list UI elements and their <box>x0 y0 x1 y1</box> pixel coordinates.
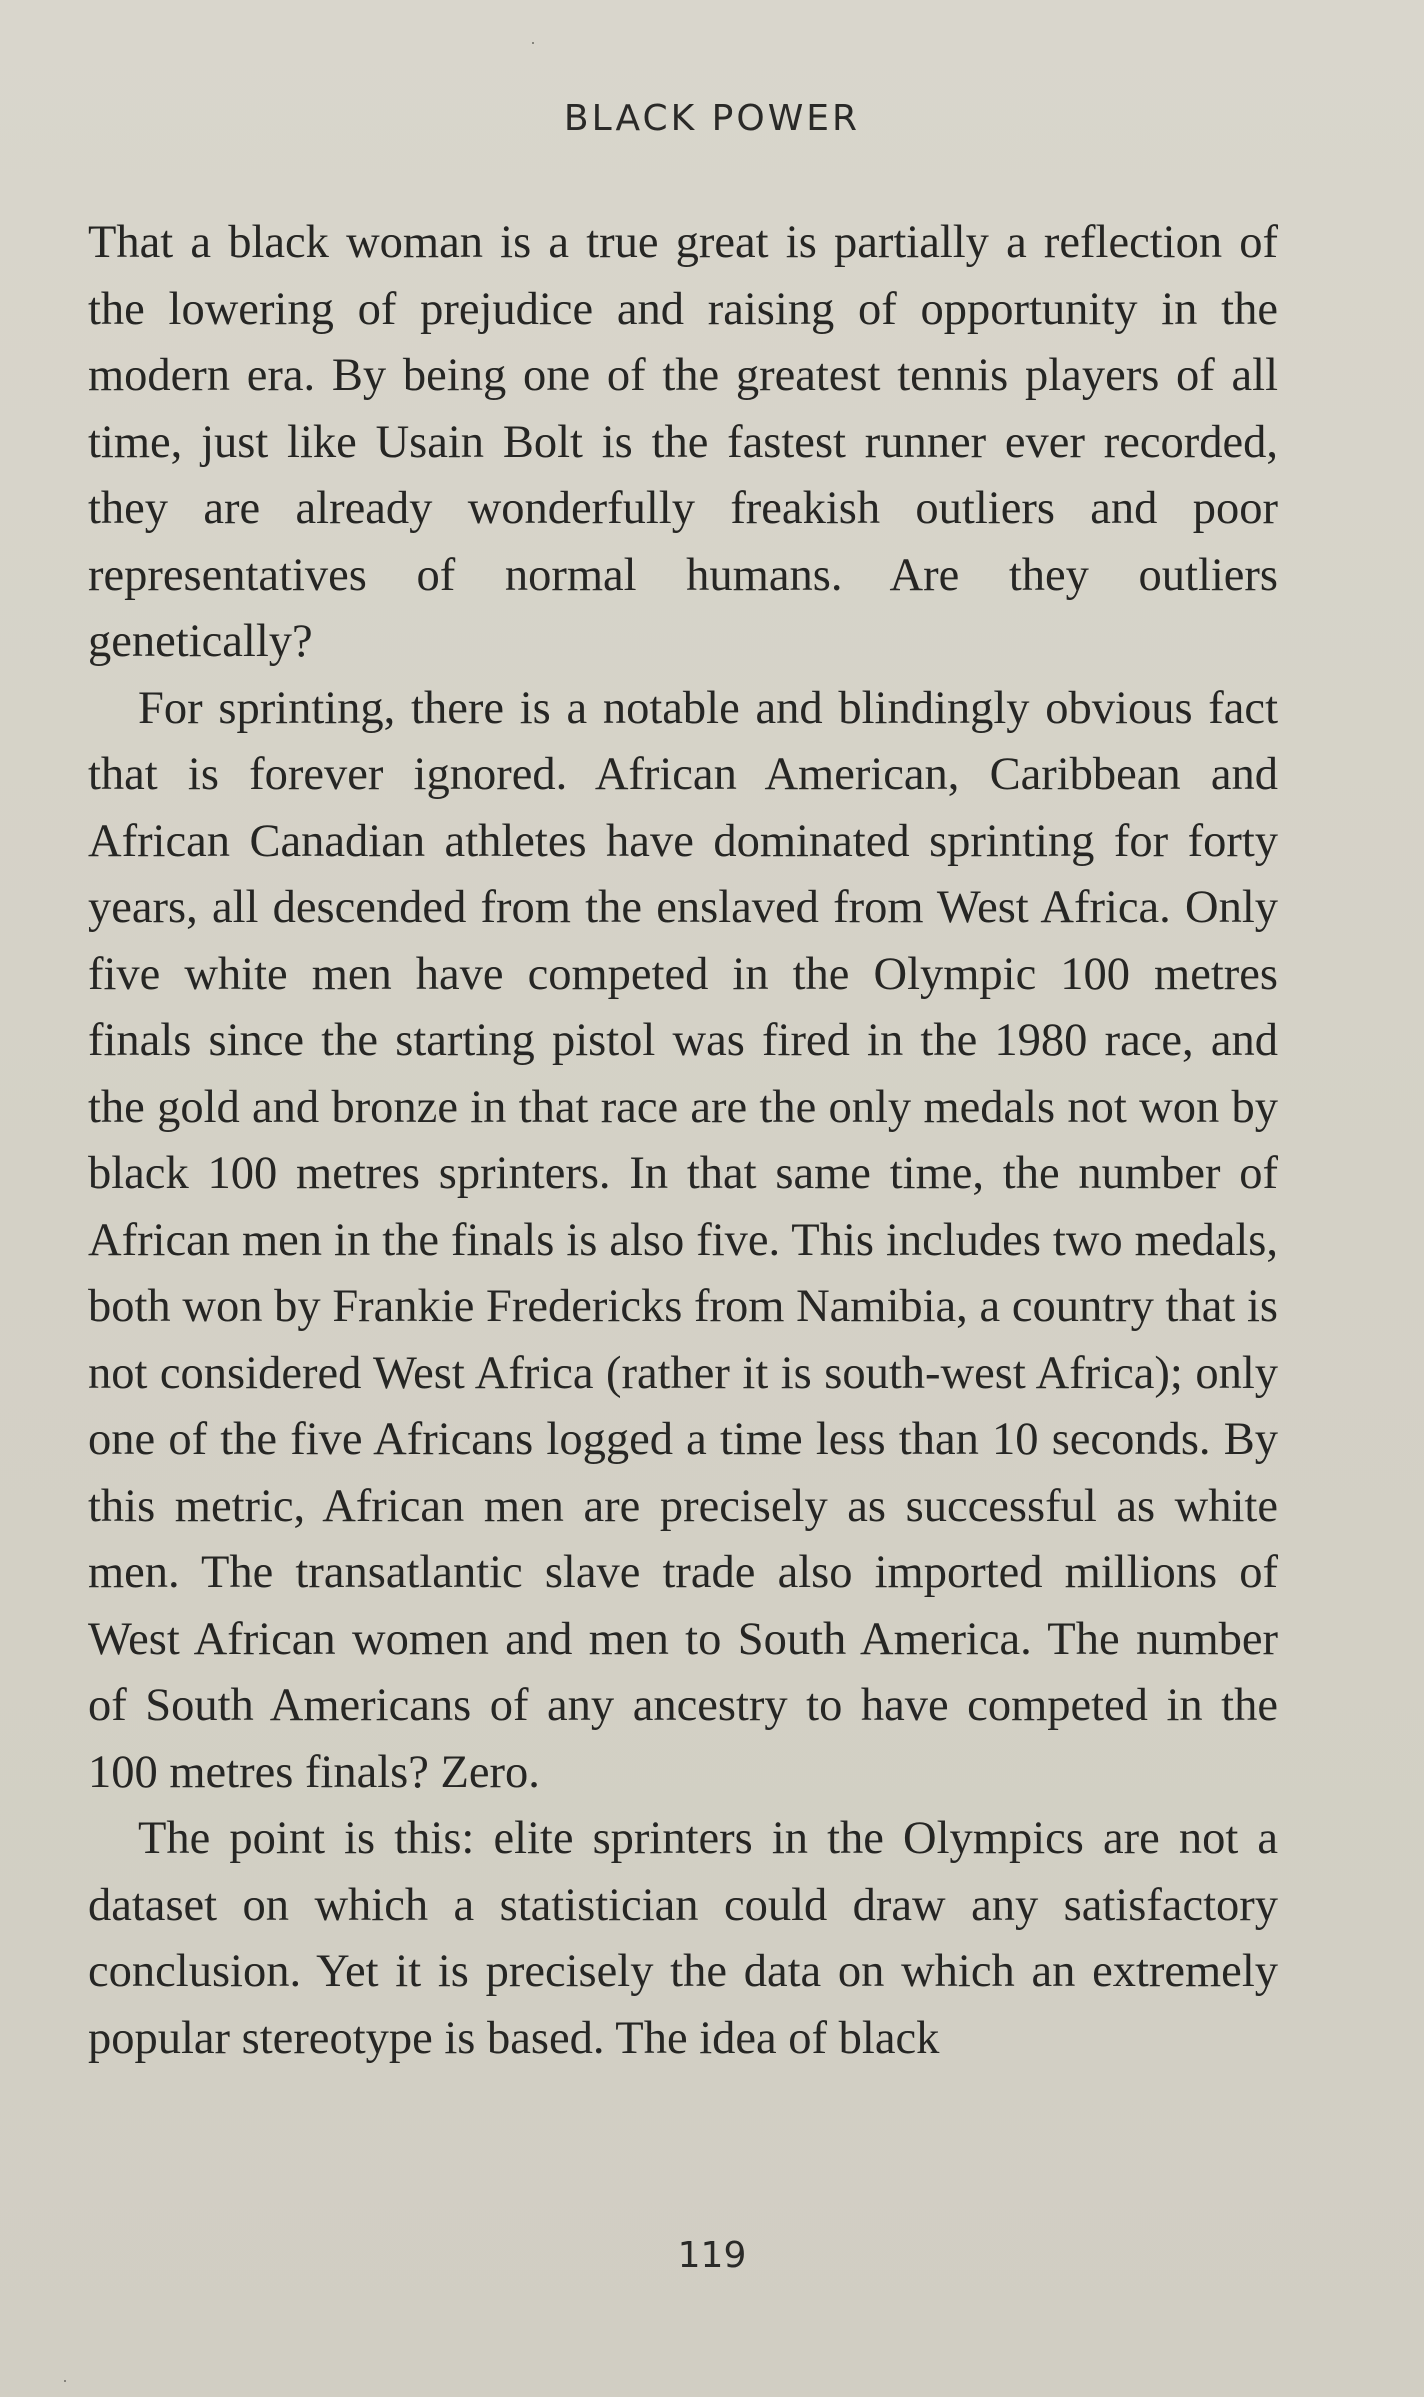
paper-speck <box>64 2380 66 2382</box>
paragraph: The point is this: elite sprinters in the Olympics are not a dataset on which a statistician could draw any satisfactory conclusion. Yet it is precisely the data on which an extremely popular stereotype is based. The idea of black <box>88 1813 1278 2064</box>
body-text <box>88 210 1278 2072</box>
paragraph: For sprinting, there is a notable and blindingly obvious fact that is forever ignored. African American, Caribbean and African Canadian athletes have dominated sprinting for forty years, all descended from the enslaved from West Africa. Only five white men have competed in the Olympic 100 metres finals since the starting pistol was fired in the 1980 race, and the gold and bronze in that race are the only medals not won by black 100 metres sprinters. In that same time, the number of African men in the finals is also five. This includes two medals, both won by Frankie Fredericks from Namibia, a country that is not considered West Africa (rather it is south-west Africa); only one of the five Africans logged a time less than 10 seconds. By this metric, African men are precisely as successful as white men. The transatlantic slave trade also imported millions of West African women and men to South America. The number of South Americans of any ancestry to have competed in the 100 metres finals? Zero. <box>88 682 1278 1798</box>
paper-speck <box>532 42 534 44</box>
paragraph: That a black woman is a true great is partially a reflection of the lowering of prejudice and raising of opportunity in the modern era. By being one of the greatest tennis players of all time, just like Usain Bolt is the fastest runner ever recorded, they are already wonderfully freakish outliers and poor representatives of normal humans. Are they outliers genetically? <box>88 217 1278 667</box>
page-number: 119 <box>677 2235 747 2276</box>
running-head: BLACK POWER <box>563 98 861 139</box>
